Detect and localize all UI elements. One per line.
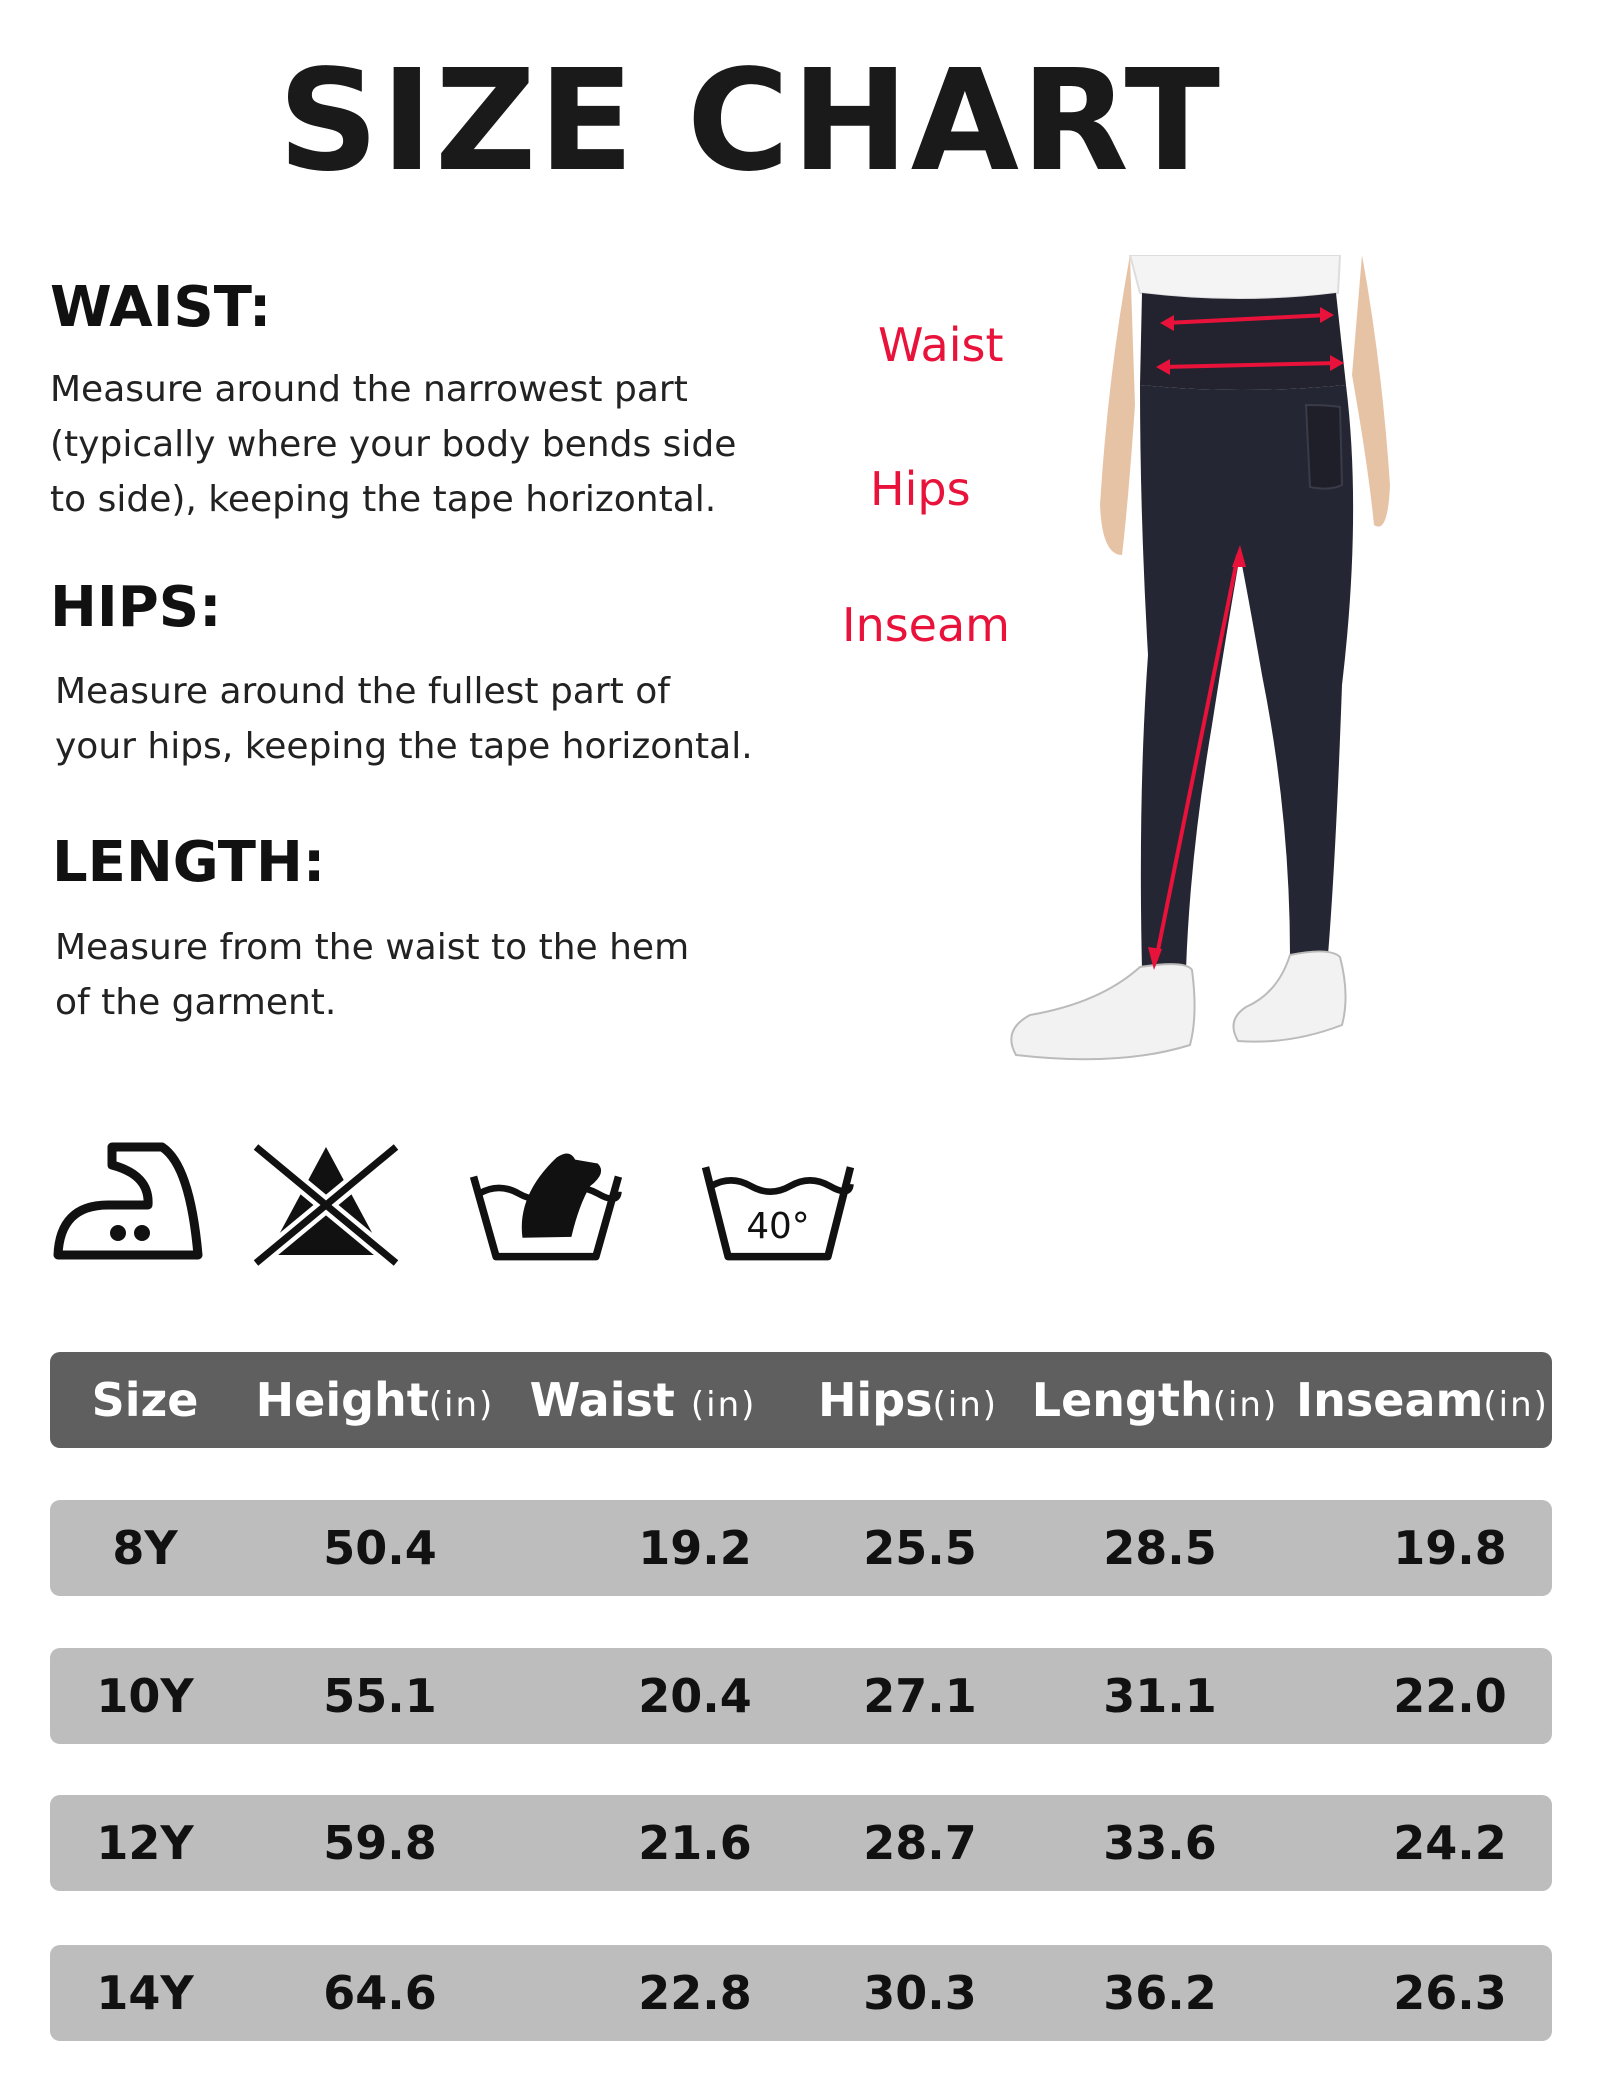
waist-heading: WAIST: [50,275,272,340]
cell-height: 64.6 [323,1966,437,2020]
cell-length: 28.5 [1103,1521,1217,1575]
cell-hips: 25.5 [863,1521,977,1575]
cell-waist: 22.8 [638,1966,752,2020]
cell-size: 14Y [96,1966,194,2020]
header-inseam: Inseam(in) [1296,1373,1549,1427]
header-size: Size [91,1373,199,1427]
hand-wash-icon [466,1135,626,1270]
cell-length: 33.6 [1103,1816,1217,1870]
length-heading: LENGTH: [52,830,326,895]
table-row [50,1795,1552,1891]
cell-height: 59.8 [323,1816,437,1870]
machine-wash-40-icon [698,1135,858,1270]
table-row [50,1648,1552,1744]
header-length: Length(in) [1031,1373,1279,1427]
hips-description: Measure around the fullest part of your hips, keeping the tape horizontal. [55,671,753,767]
waist-description: Measure around the narrowest part (typically where your body bends side to side), keeping the tape horizontal. [50,369,737,520]
cell-size: 10Y [96,1669,194,1723]
cell-waist: 21.6 [638,1816,752,1870]
cell-length: 36.2 [1103,1966,1217,2020]
cell-height: 55.1 [323,1669,437,1723]
header-waist: Waist (in) [529,1373,757,1427]
header-height: Height(in) [255,1373,495,1427]
hips-figure-label: Hips [870,462,971,516]
cell-inseam: 24.2 [1393,1816,1507,1870]
inseam-figure-label: Inseam [842,598,1010,652]
waist-figure-label: Waist [878,318,1004,372]
page-title: SIZE CHART [277,40,1223,203]
do-not-bleach-icon [246,1135,406,1270]
wash-temperature-label: 40° [746,1205,810,1247]
cell-inseam: 19.8 [1393,1521,1507,1575]
cell-size: 8Y [112,1521,178,1575]
cell-hips: 27.1 [863,1669,977,1723]
cell-waist: 20.4 [638,1669,752,1723]
cell-inseam: 26.3 [1393,1966,1507,2020]
cell-hips: 30.3 [863,1966,977,2020]
table-header [50,1352,1552,1448]
cell-hips: 28.7 [863,1816,977,1870]
cell-waist: 19.2 [638,1521,752,1575]
length-description: Measure from the waist to the hem of the garment. [55,927,690,1023]
cell-size: 12Y [96,1816,194,1870]
header-hips: Hips(in) [817,1373,999,1427]
leggings-model-figure [990,255,1460,1085]
table-row [50,1945,1552,2041]
table-row [50,1500,1552,1596]
iron-low-heat-icon [50,1135,210,1270]
cell-inseam: 22.0 [1393,1669,1507,1723]
cell-length: 31.1 [1103,1669,1217,1723]
cell-height: 50.4 [323,1521,437,1575]
hips-heading: HIPS: [50,575,222,640]
